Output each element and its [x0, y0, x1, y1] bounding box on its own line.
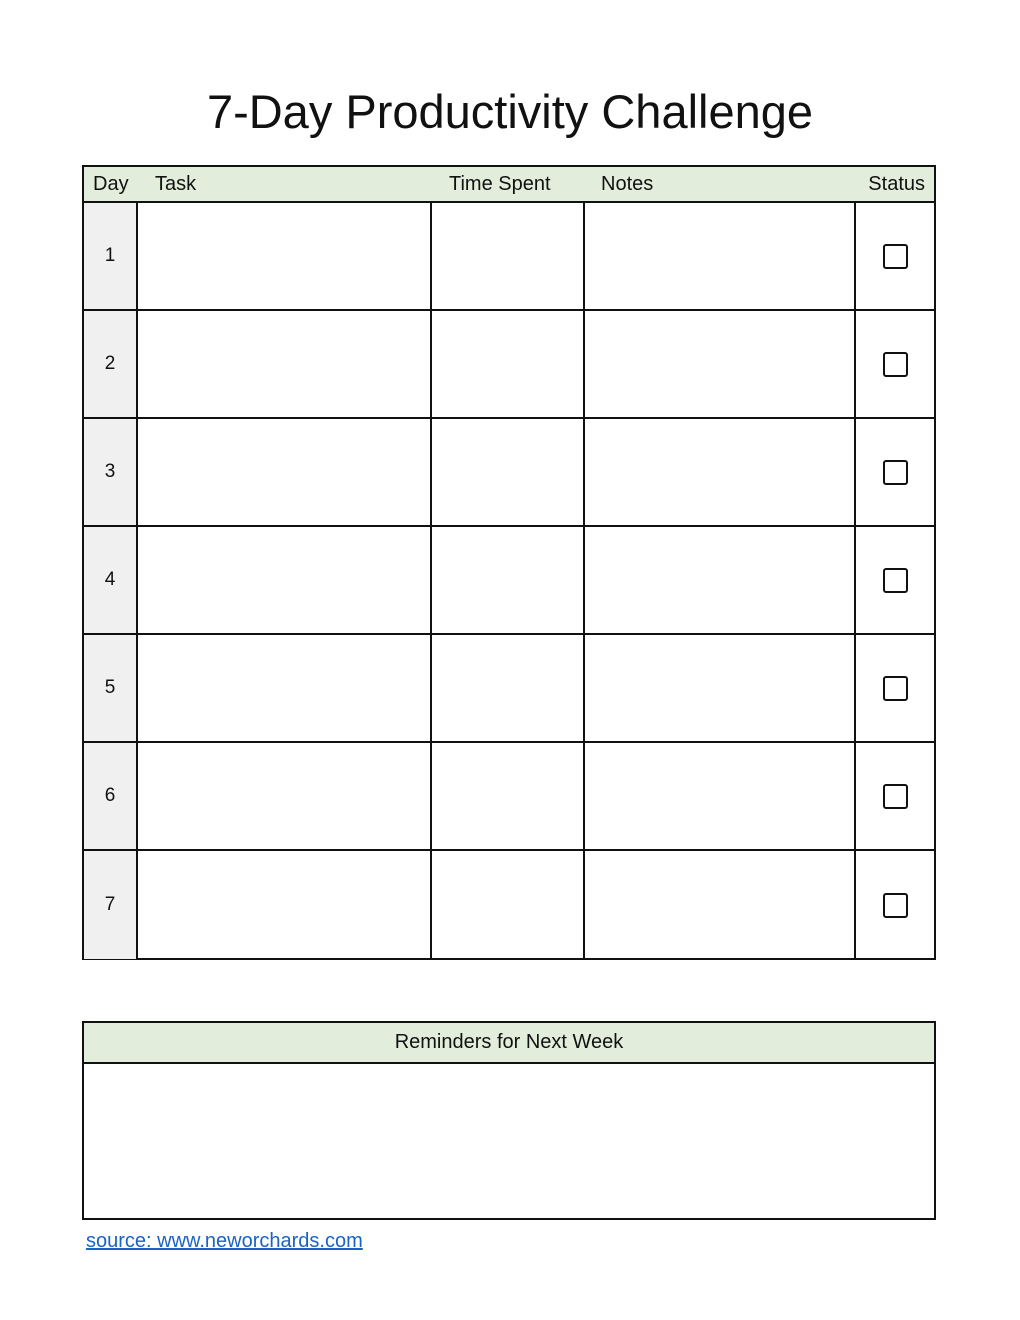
notes-cell[interactable] — [585, 311, 856, 417]
status-cell — [856, 203, 934, 309]
table-header — [84, 167, 934, 203]
notes-cell[interactable] — [585, 203, 856, 309]
table-row — [84, 311, 934, 419]
reminders-heading: Reminders for Next Week — [84, 1023, 934, 1064]
day-number: 2 — [84, 311, 138, 417]
task-cell[interactable] — [138, 311, 432, 417]
time-spent-cell[interactable] — [432, 419, 585, 525]
status-cell — [856, 743, 934, 849]
day-number: 1 — [84, 203, 138, 309]
status-cell — [856, 419, 934, 525]
challenge-table — [82, 165, 936, 960]
status-cell — [856, 527, 934, 633]
header-task: Task — [155, 173, 197, 195]
header-notes: Notes — [601, 173, 654, 195]
table-row — [84, 419, 934, 527]
table-row — [84, 527, 934, 635]
task-cell[interactable] — [138, 419, 432, 525]
time-spent-cell[interactable] — [432, 851, 585, 959]
status-checkbox[interactable] — [883, 460, 908, 485]
task-cell[interactable] — [138, 635, 432, 741]
day-number: 4 — [84, 527, 138, 633]
day-number: 7 — [84, 851, 138, 959]
status-checkbox[interactable] — [883, 676, 908, 701]
table-row — [84, 203, 934, 311]
status-checkbox[interactable] — [883, 784, 908, 809]
notes-cell[interactable] — [585, 635, 856, 741]
status-checkbox[interactable] — [883, 893, 908, 918]
table-row — [84, 635, 934, 743]
task-cell[interactable] — [138, 851, 432, 959]
table-row — [84, 743, 934, 851]
status-cell — [856, 851, 934, 959]
time-spent-cell[interactable] — [432, 743, 585, 849]
time-spent-cell[interactable] — [432, 635, 585, 741]
task-cell[interactable] — [138, 743, 432, 849]
task-cell[interactable] — [138, 527, 432, 633]
notes-cell[interactable] — [585, 851, 856, 959]
header-time-spent: Time Spent — [449, 173, 551, 195]
page-title: 7-Day Productivity Challenge — [206, 85, 814, 138]
status-cell — [856, 311, 934, 417]
header-status: Status — [868, 173, 925, 195]
reminders-box — [82, 1021, 936, 1220]
status-cell — [856, 635, 934, 741]
day-number: 6 — [84, 743, 138, 849]
status-checkbox[interactable] — [883, 244, 908, 269]
time-spent-cell[interactable] — [432, 311, 585, 417]
notes-cell[interactable] — [585, 419, 856, 525]
reminders-area[interactable] — [84, 1064, 934, 1218]
notes-cell[interactable] — [585, 743, 856, 849]
day-number: 5 — [84, 635, 138, 741]
table-row — [84, 851, 934, 959]
status-checkbox[interactable] — [883, 568, 908, 593]
time-spent-cell[interactable] — [432, 203, 585, 309]
source-link[interactable]: source: www.neworchards.com — [86, 1230, 363, 1252]
time-spent-cell[interactable] — [432, 527, 585, 633]
notes-cell[interactable] — [585, 527, 856, 633]
status-checkbox[interactable] — [883, 352, 908, 377]
header-day: Day — [93, 173, 129, 195]
day-number: 3 — [84, 419, 138, 525]
task-cell[interactable] — [138, 203, 432, 309]
